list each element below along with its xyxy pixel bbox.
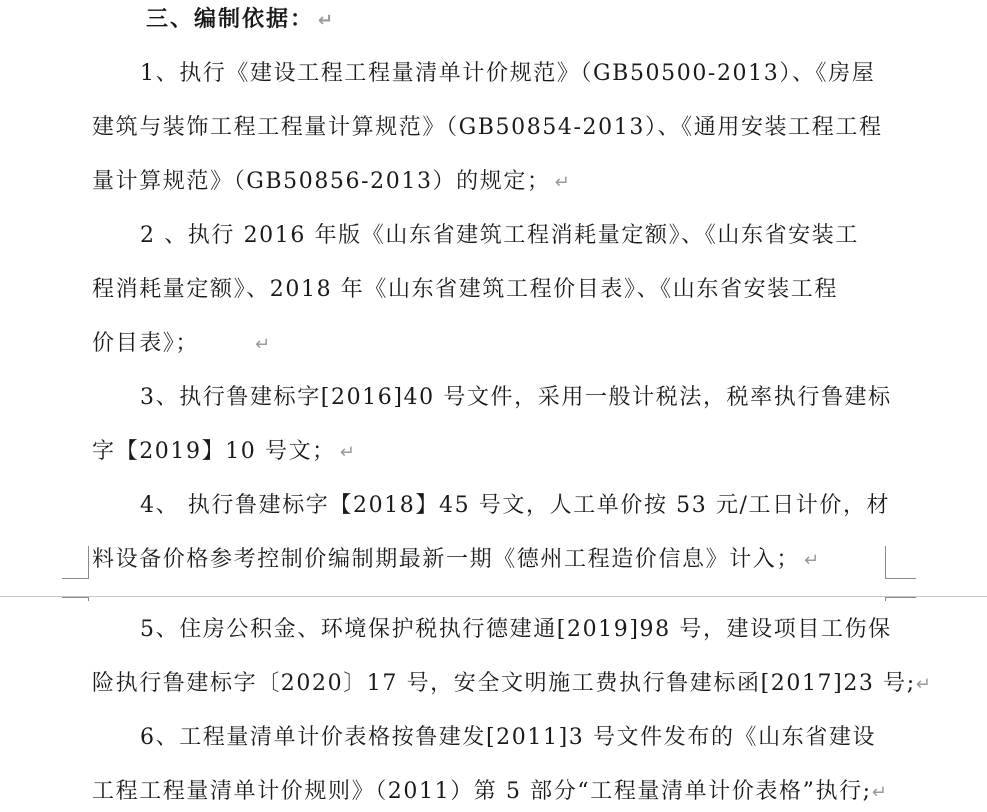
- clause-2-line-2: 程消耗量定额》、2018 年《山东省建筑工程价目表》、《山东省安装工程: [92, 277, 838, 302]
- paragraph-mark-icon: ↵: [915, 674, 933, 695]
- clause-4-line-1: 4、 执行鲁建标字【2018】45 号文，人工单价按 53 元/工日计价，材: [140, 493, 891, 518]
- page-corner-marker: [62, 597, 89, 601]
- paragraph-mark-icon: ↵: [318, 10, 336, 31]
- clause-3-line-2: 字【2019】10 号文； ↵: [92, 439, 357, 464]
- clause-4-line-2: 料设备价格参考控制价编制期最新一期《德州工程造价信息》计入； ↵: [92, 547, 821, 572]
- clause-5-line-1: 5、住房公积金、环境保护税执行德建通[2019]98 号，建设项目工伤保: [140, 617, 892, 642]
- clause-1-line-2: 建筑与装饰工程工程量计算规范》（GB50854-2013）、《通用安装工程工程: [92, 115, 883, 140]
- clause-2-line-3: 价目表》； ↵: [92, 331, 272, 356]
- clause-2-line-1: 2 、执行 2016 年版《山东省建筑工程消耗量定额》、《山东省安装工: [140, 223, 859, 248]
- clause-1-line-3: 量计算规范》（GB50856-2013）的规定； ↵: [92, 169, 572, 194]
- paragraph-mark-icon: ↵: [871, 782, 889, 803]
- page-corner-marker: [885, 546, 916, 579]
- clause-6-line-2: 工程工程量清单计价规则》（2011）第 5 部分“工程量清单计价表格”执行;↵: [92, 779, 889, 804]
- page-corner-marker: [62, 546, 89, 579]
- clause-3-line-1: 3、执行鲁建标字[2016]40 号文件，采用一般计税法，税率执行鲁建标: [140, 385, 892, 410]
- section-heading: 三、编制依据： ↵: [146, 7, 336, 32]
- page-break-divider: [0, 596, 987, 597]
- paragraph-mark-icon: ↵: [554, 172, 572, 193]
- paragraph-mark-icon: ↵: [804, 550, 821, 571]
- clause-1-line-1: 1、执行《建设工程工程量清单计价规范》（GB50500-2013）、《房屋: [140, 61, 876, 86]
- paragraph-mark-icon: ↵: [339, 442, 357, 463]
- page-corner-marker: [885, 597, 916, 601]
- clause-5-line-2: 险执行鲁建标字〔2020〕17 号，安全文明施工费执行鲁建标函[2017]23 号;↵: [92, 671, 933, 696]
- paragraph-mark-icon: ↵: [255, 334, 272, 355]
- clause-6-line-1: 6、工程量清单计价表格按鲁建发[2011]3 号文件发布的《山东省建设: [140, 725, 877, 750]
